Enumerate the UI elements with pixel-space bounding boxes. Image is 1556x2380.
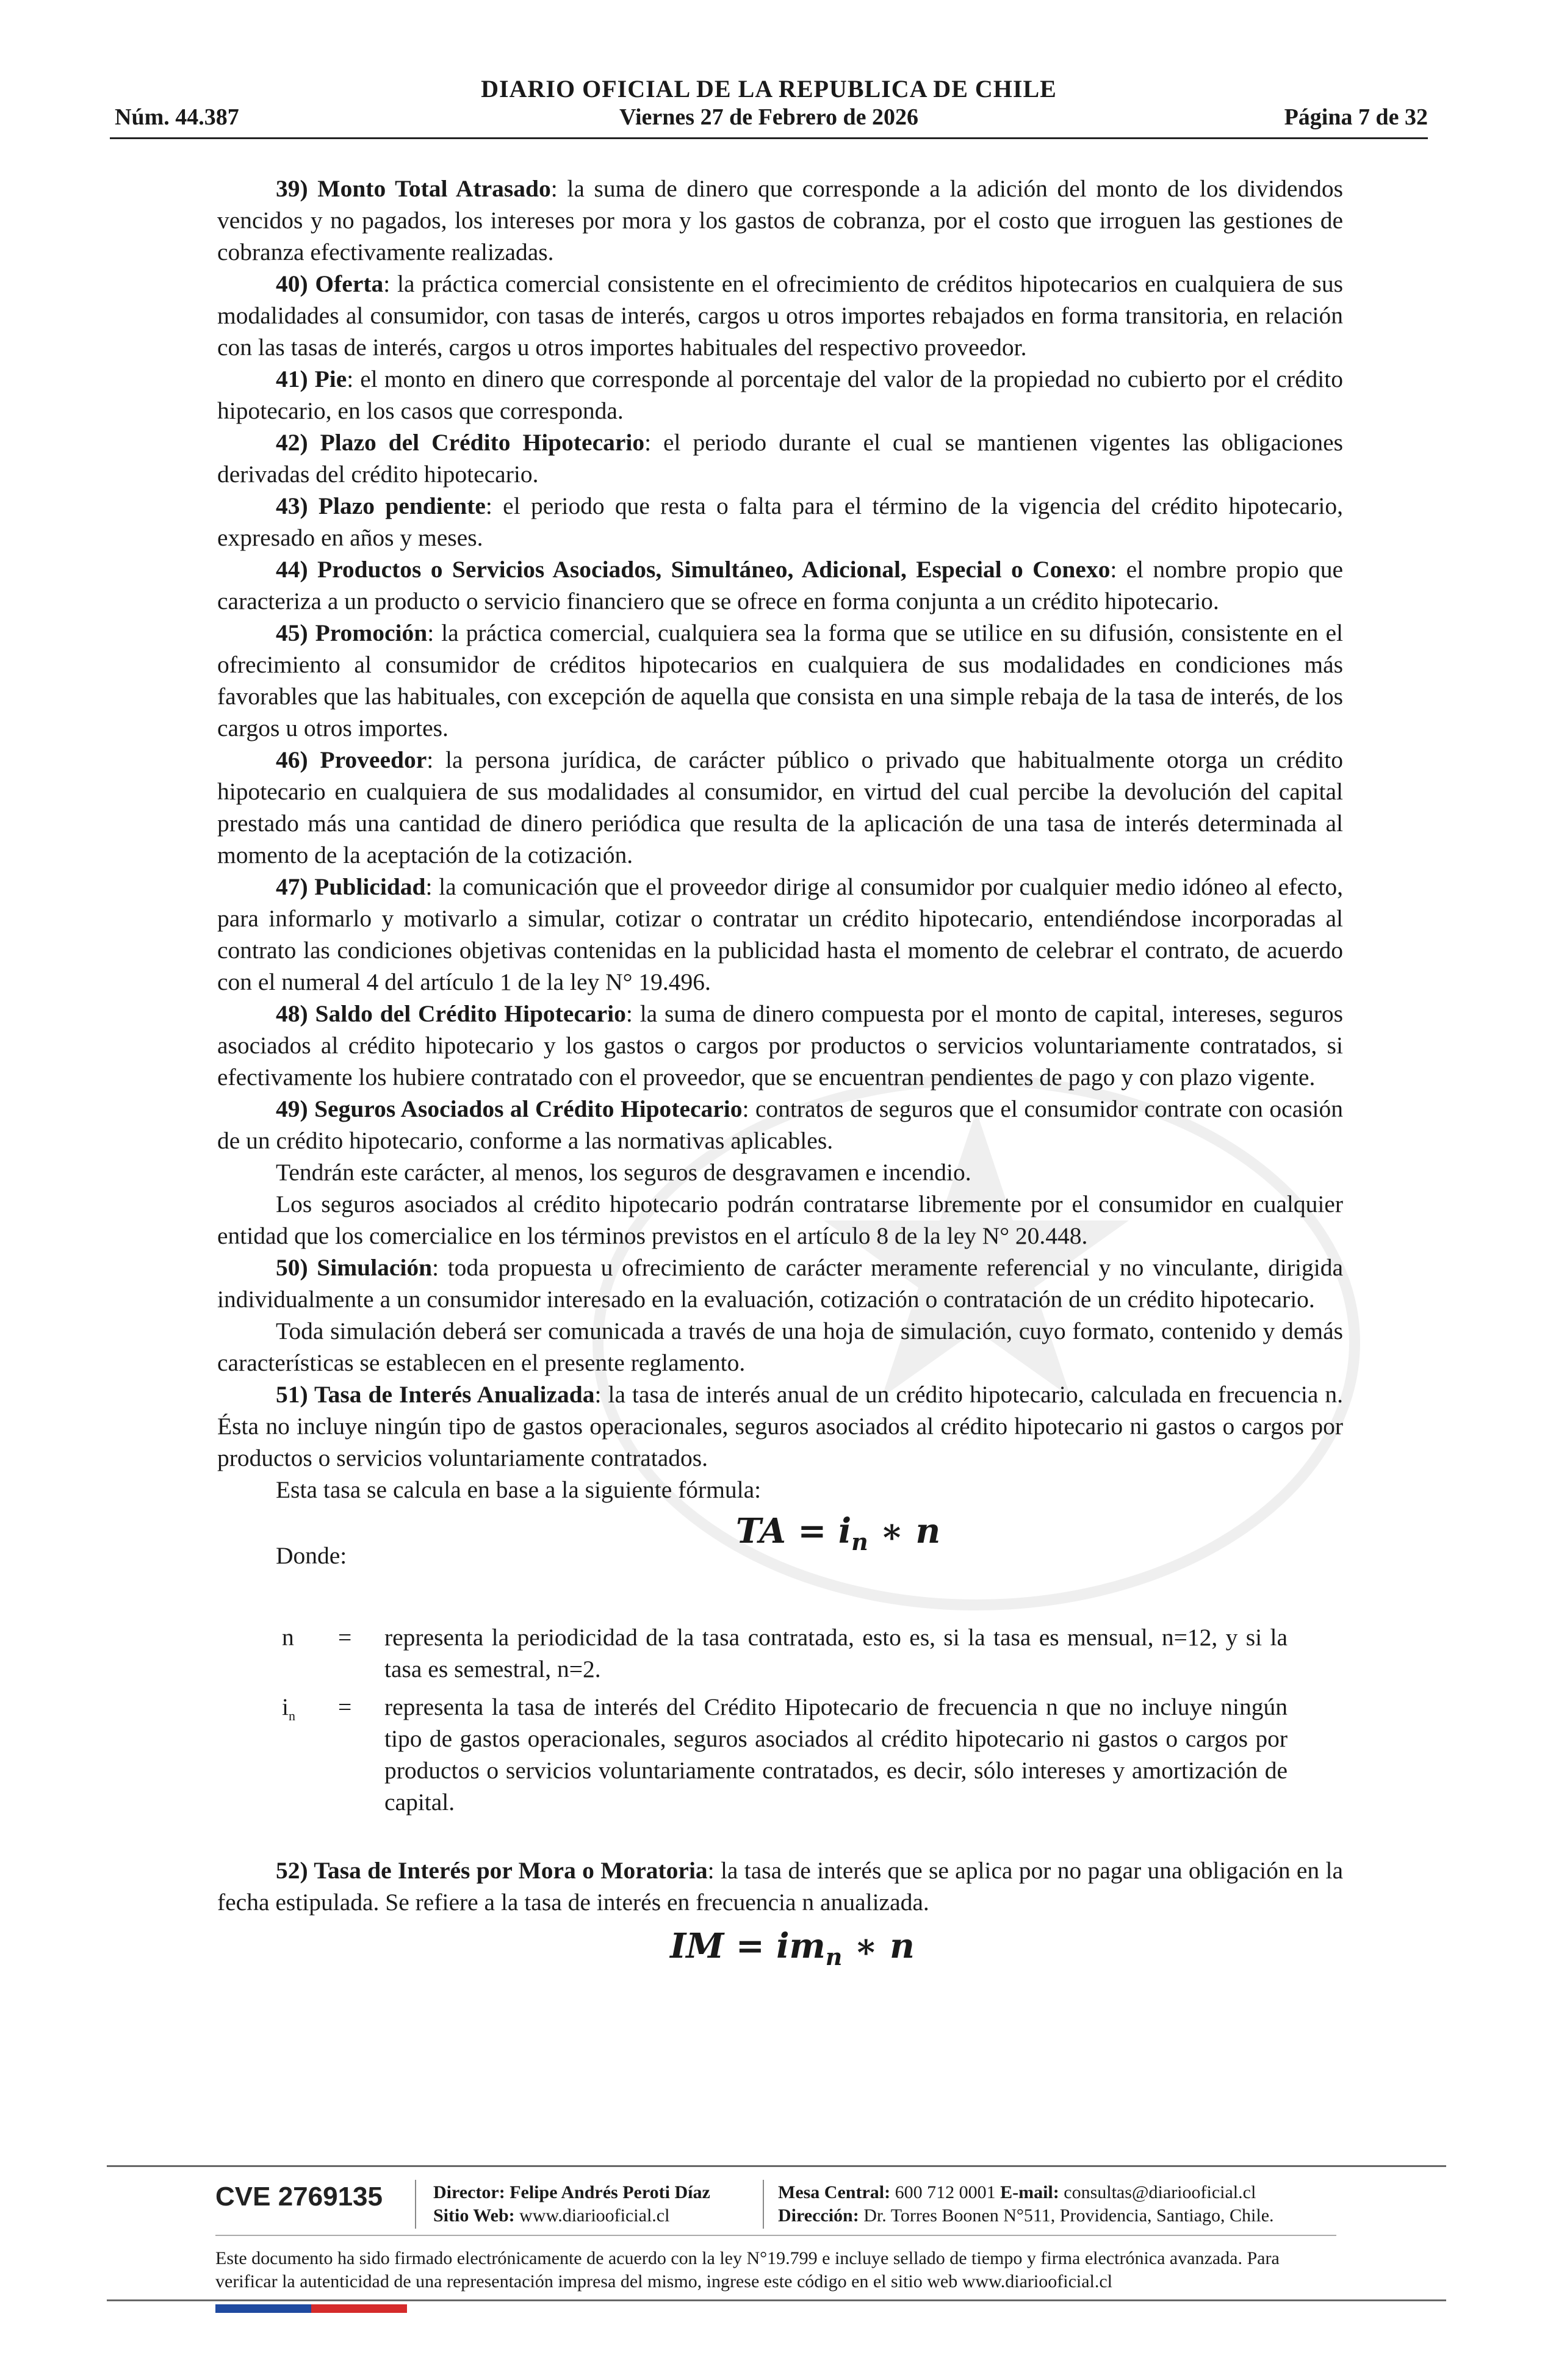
definition-term: 51) Tasa de Interés Anualizada	[276, 1381, 595, 1408]
symbol-description: representa la periodicidad de la tasa contratada, esto es, si la tasa es mensual, n=12, y si la tasa es semestral, n=2.	[384, 1624, 1288, 1683]
director-label: Director:	[433, 2182, 505, 2202]
definition-41	[217, 363, 1343, 427]
definition-text: : contratos de seguros que el consumidor contrate con ocasión de un crédito hipotecario, conforme a las normativas aplicables.	[217, 1095, 1343, 1154]
cve-code: CVE 2769135	[215, 2182, 383, 2212]
formula-lhs: IM	[670, 1926, 724, 1967]
formula-base: im	[776, 1926, 826, 1967]
email-link[interactable]: consultas@diariooficial.cl	[1059, 2182, 1256, 2202]
definition-48	[217, 998, 1343, 1093]
issue-number: Núm. 44.387	[115, 104, 239, 130]
page-indicator: Página 7 de 32	[1284, 104, 1428, 130]
definition-text: : la tasa de interés que se aplica por no pagar una obligación en la fecha estipulada. Se refiere a la tasa de interés en frecuencia n anualizada.	[217, 1857, 1343, 1916]
definition-term: 41) Pie	[276, 366, 347, 392]
issue-date: Viernes 27 de Febrero de 2026	[619, 104, 919, 130]
paragraph-50b: Toda simulación deberá ser comunicada a través de una hoja de simulación, cuyo formato, contenido y demás características se establecen en el presente reglamento.	[217, 1318, 1343, 1376]
definition-text: : la práctica comercial, cualquiera sea la forma que se utilice en su difusión, consistente en el ofrecimiento al consumidor de créditos hipotecarios en cualquiera de sus modalidades en condiciones más favorables que las habituales, con excepción de aquella que consista en una simple rebaja de la tasa de interés, de los cargos u otros importes.	[217, 619, 1343, 741]
formula-base: i	[838, 1511, 852, 1551]
footer-rule-top	[107, 2165, 1446, 2167]
paragraph-51b: Esta tasa se calcula en base a la siguiente fórmula:	[276, 1476, 762, 1503]
page-header	[110, 74, 1428, 142]
director-name: Felipe Andrés Peroti Díaz	[505, 2182, 710, 2202]
address-text: Dr. Torres Boonen N°511, Providencia, Santiago, Chile.	[859, 2205, 1274, 2226]
definition-term: 49) Seguros Asociados al Crédito Hipotecario	[276, 1095, 743, 1122]
definition-term: 45) Promoción	[276, 619, 428, 646]
formula-eq: =	[785, 1511, 838, 1551]
definition-47	[217, 871, 1343, 998]
definition-term: 47) Publicidad	[276, 873, 426, 900]
address-label: Dirección:	[778, 2205, 859, 2226]
document-body	[217, 173, 1343, 1982]
definition-text: : la suma de dinero compuesta por el monto de capital, intereses, seguros asociados al crédito hipotecario y los gastos o cargos por productos o servicios voluntariamente contratados, si efectivamente los hubiere contratado con el proveedor, que se encuentran pendientes de pago y con plazo vigente.	[217, 1000, 1343, 1091]
legal-notice: Este documento ha sido firmado electrónicamente de acuerdo con la ley N°19.799 e incluye sellado de tiempo y firma electrónica avanzada. Para verificar la autenticidad de una representación impresa del mismo, ingrese este código en el sitio web www.diariooficial.cl	[215, 2248, 1280, 2292]
definition-text: : el monto en dinero que corresponde al porcentaje del valor de la propiedad no cubierto por el crédito hipotecario, en los casos que corresponda.	[217, 366, 1343, 424]
definition-text: : la práctica comercial consistente en el ofrecimiento de créditos hipotecarios en cualquiera de sus modalidades al consumidor, con tasas de interés, cargos u otros importes rebajados en forma transitoria, en relación con las tasas de interés, cargos u otros importes habituales del respectivo proveedor.	[217, 270, 1344, 361]
definition-term: 46) Proveedor	[276, 746, 427, 773]
definition-text: : el nombre propio que caracteriza a un producto o servicio financiero que se ofrece en forma conjunta a un crédito hipotecario.	[217, 556, 1343, 615]
definition-term: 50) Simulación	[276, 1254, 433, 1281]
header-rule	[110, 137, 1428, 139]
definition-row	[217, 1621, 1343, 1685]
phone-label: Mesa Central:	[778, 2182, 891, 2202]
definition-45	[217, 617, 1343, 744]
flag-stripe-blue	[215, 2304, 311, 2313]
paragraph-49c: Los seguros asociados al crédito hipotecario podrán contratarse libremente por el consumidor en cualquier entidad que los comercialice en los términos previstos en el artículo 8 de la ley N° 20.448.	[217, 1191, 1343, 1249]
formula-var: n	[890, 1926, 915, 1967]
definition-term: 42) Plazo del Crédito Hipotecario	[276, 429, 645, 456]
footer-divider	[763, 2180, 764, 2229]
formula-eq: =	[724, 1926, 777, 1967]
equals-sign: =	[338, 1624, 352, 1651]
footer-contact-info	[778, 2181, 1274, 2227]
definition-46	[217, 744, 1343, 871]
definition-44	[217, 554, 1343, 617]
website-link[interactable]: www.diariooficial.cl	[514, 2205, 670, 2226]
phone-number: 600 712 0001	[890, 2182, 1001, 2202]
email-label: E-mail:	[1000, 2182, 1059, 2202]
publication-title: DIARIO OFICIAL DE LA REPUBLICA DE CHILE	[481, 75, 1057, 103]
definition-row	[217, 1691, 1343, 1818]
definition-39	[217, 173, 1343, 268]
symbol	[217, 1621, 338, 1685]
symbol-definitions	[217, 1621, 1343, 1818]
definition-50	[217, 1252, 1343, 1315]
symbol-base: i	[282, 1693, 289, 1721]
definition-term: 44) Productos o Servicios Asociados, Simultáneo, Adicional, Especial o Conexo	[276, 556, 1111, 583]
footer-divider	[415, 2180, 416, 2229]
footer-director-info	[433, 2181, 710, 2227]
flag-stripe-red	[311, 2304, 407, 2313]
definition-term: 48) Saldo del Crédito Hipotecario	[276, 1000, 626, 1027]
definition-49	[217, 1093, 1343, 1156]
formula-sub: n	[851, 1528, 868, 1556]
definition-text: : toda propuesta u ofrecimiento de carácter meramente referencial y no vinculante, dirigida individualmente a un consumidor interesado en la evaluación, cotización o contratación de un crédito hipotecario.	[217, 1254, 1343, 1313]
symbol-sub: n	[288, 1708, 295, 1724]
definition-term: 52) Tasa de Interés por Mora o Moratoria	[276, 1857, 708, 1884]
definition-40	[217, 268, 1343, 363]
formula-im	[217, 1922, 1343, 1982]
definition-term: 40) Oferta	[276, 270, 384, 297]
definition-text: : el periodo durante el cual se mantienen vigentes las obligaciones derivadas del crédito hipotecario.	[217, 429, 1343, 488]
paragraph-49b: Tendrán este carácter, al menos, los seguros de desgravamen e incendio.	[276, 1159, 971, 1186]
definition-term: 43) Plazo pendiente	[276, 492, 486, 519]
symbol-description: representa la tasa de interés del Crédito Hipotecario de frecuencia n que no incluye ningún tipo de gastos operacionales, seguros asociados al crédito hipotecario ni gastos o cargos por productos o servicios voluntariamente contratados, es decir, sólo intereses y amortización de capital.	[384, 1693, 1288, 1816]
definition-term: 39) Monto Total Atrasado	[276, 175, 551, 202]
symbol	[217, 1691, 338, 1818]
definition-text: : la comunicación que el proveedor dirige al consumidor por cualquier medio idóneo al efecto, para informarlo y motivarlo a simular, cotizar o contratar un crédito hipotecario, entendiéndose incorporadas al contrato las condiciones objetivas contenidas en la publicidad hasta el momento de celebrar el contrato, de acuerdo con el numeral 4 del artículo 1 de la ley N° 19.496.	[217, 873, 1343, 995]
definition-42	[217, 427, 1343, 490]
formula-var: n	[915, 1511, 941, 1551]
definition-51	[217, 1379, 1343, 1474]
website-label: Sitio Web:	[433, 2205, 515, 2226]
definition-text: : la tasa de interés anual de un crédito hipotecario, calculada en frecuencia n. Ésta no incluye ningún tipo de gastos operacionales, seguros asociados al crédito hipotecario ni gastos o cargos por productos o servicios voluntariamente contratados.	[217, 1381, 1343, 1471]
donde-label: Donde:	[276, 1542, 347, 1570]
formula-sub: n	[825, 1943, 843, 1971]
definition-text: : la suma de dinero que corresponde a la adición del monto de los dividendos vencidos y no pagados, los intereses por mora y los gastos de cobranza, por el costo que irroguen las gestiones de cobranza efectivamente realizadas.	[217, 175, 1343, 265]
formula-op: ∗	[842, 1926, 890, 1967]
definition-52	[217, 1855, 1343, 1918]
formula-lhs: TA	[735, 1511, 786, 1551]
formula-op: ∗	[868, 1511, 916, 1551]
footer-rule-bottom	[107, 2299, 1446, 2301]
footer-rule-mid	[215, 2235, 1336, 2236]
equals-sign: =	[338, 1693, 352, 1721]
definition-text: : el periodo que resta o falta para el término de la vigencia del crédito hipotecario, expresado en años y meses.	[217, 492, 1343, 551]
definition-43	[217, 490, 1343, 554]
symbol-base: n	[282, 1624, 294, 1651]
definition-text: : la persona jurídica, de carácter público o privado que habitualmente otorga un crédito hipotecario en cualquiera de sus modalidades al consumidor, en virtud del cual percibe la devolución del capital prestado más una cantidad de dinero periódica que resulta de la aplicación de una tasa de interés determinada al momento de la aceptación de la cotización.	[217, 746, 1343, 868]
